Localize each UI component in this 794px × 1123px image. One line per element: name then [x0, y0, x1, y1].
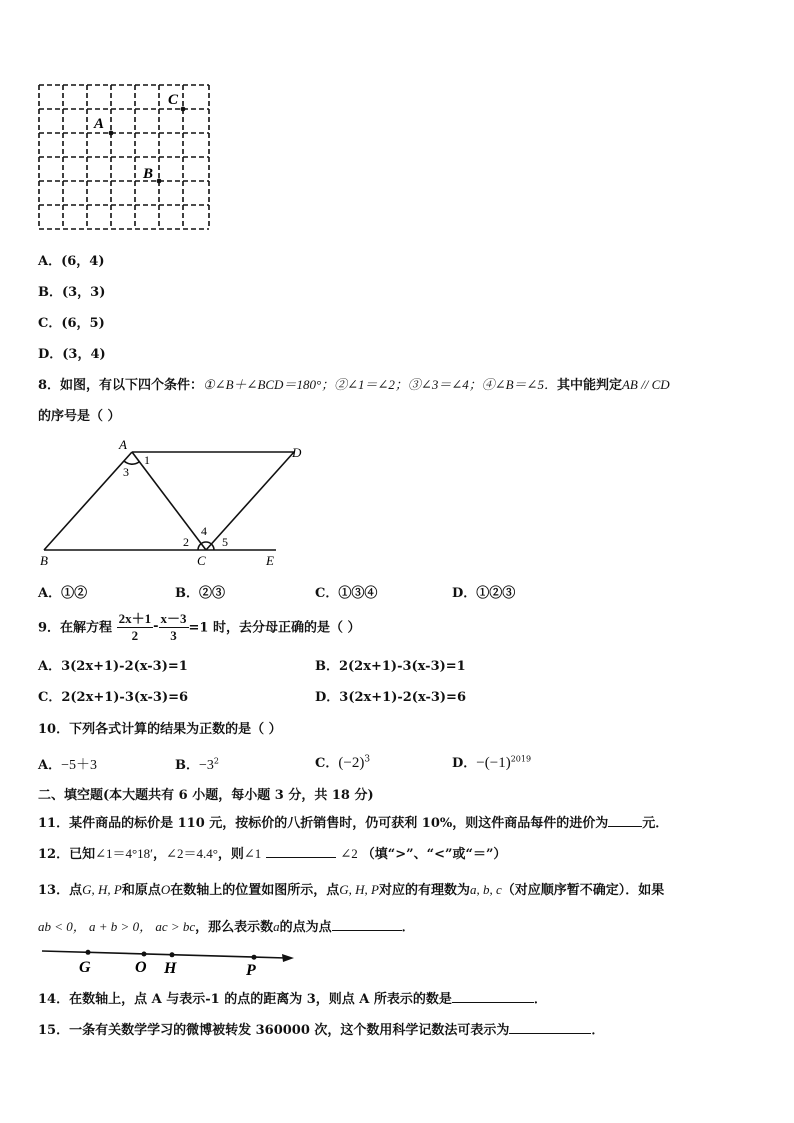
q14-text: 14．在数轴上，点 A 与表示-1 的点的距离为 3，则点 A 所表示的数是: [38, 992, 452, 1007]
axis-label-g: G: [79, 959, 91, 976]
q13-line2-mid: ，那么表示数: [195, 920, 274, 935]
q7-option-c: C．(6，5): [38, 316, 105, 331]
q10-d-sup: 2019: [510, 754, 532, 764]
q9-stem: [38, 608, 361, 644]
q9-option-a: A．3(2x+1)-2(x-3)=1: [38, 659, 188, 674]
q10-option-b: [175, 754, 219, 774]
q8-target: AB // CD: [621, 377, 670, 392]
q13-points2: G, H, P: [339, 882, 379, 897]
q12-suffix: （填“>”、“<”或“＝”）: [361, 847, 507, 862]
q10-option-c: [315, 752, 370, 772]
fig8-angle-1: 1: [144, 453, 150, 467]
q13-mid2: 在数轴上的位置如图所示，点: [170, 883, 340, 898]
q12-angle2: ∠2: [340, 846, 358, 861]
q14-blank[interactable]: [452, 990, 534, 1003]
q9-prefix: 9．在解方程: [38, 620, 113, 636]
q8-stem: [38, 374, 670, 393]
q8-stem-line2: 的序号是（ ）: [38, 409, 121, 424]
q12-expr1: ∠1＝4°18′: [95, 846, 154, 861]
axis-point-g: [86, 950, 91, 955]
fig8-angle-4: 4: [201, 524, 207, 538]
q10-a-label: A．: [38, 758, 62, 773]
section-2-heading: 二、填空题(本大题共有 6 小题，每小题 3 分，共 18 分): [38, 788, 374, 803]
q9-frac1-num: 2x＋1: [117, 608, 154, 628]
q12-angle1: ∠1: [243, 846, 262, 861]
q10-a-expr: −5＋3: [61, 758, 97, 773]
q13-vars: a, b, c: [469, 882, 502, 897]
q11: [38, 812, 668, 831]
label-b: B: [143, 166, 154, 182]
q8-option-c: C．①③④: [315, 586, 378, 601]
q15: [38, 1019, 604, 1038]
fig8-label-c: C: [197, 553, 206, 568]
q12-mid: ，则: [217, 847, 244, 862]
q8-option-a: A．①②: [38, 586, 88, 601]
axis-label-h: H: [164, 960, 177, 977]
q13-suffix: （对应顺序暂不确定）．如果: [501, 883, 665, 898]
q13-origin: O: [160, 882, 171, 897]
q10-c-sup: 3: [364, 754, 371, 765]
q13-blank[interactable]: [332, 918, 402, 931]
q9-option-d: D．3(2x+1)-2(x-3)=6: [315, 690, 466, 705]
q13-line1: [38, 879, 664, 898]
axis-label-o: O: [135, 959, 147, 976]
q10-d-expr: −(−1): [476, 755, 511, 771]
q7-option-b: B．(3，3): [38, 285, 106, 300]
point-b: [157, 179, 162, 184]
q9-fraction-2: [159, 608, 189, 644]
q13-prefix: 13．点: [38, 883, 83, 898]
point-a: [109, 131, 114, 136]
q10-option-d: [452, 752, 531, 772]
q13-line2: [38, 916, 415, 935]
q9-option-c: C．2(2x+1)-3(x-3)=6: [38, 690, 189, 705]
axis-point-o: [142, 952, 147, 957]
fig8-angle-3: 3: [123, 465, 129, 479]
q13-line2-end: ．: [401, 920, 415, 935]
q7-option-d: D．(3，4): [38, 347, 106, 362]
q9-frac2-num: x－3: [159, 608, 189, 628]
fig8-angle-2: 2: [183, 535, 189, 549]
q11-text: 11．某件商品的标价是 110 元，按标价的八折销售时，仍可获利 10%，则这件商品每件的进价为: [38, 816, 609, 831]
q13-conditions: ab < 0， a + b > 0， ac > bc: [38, 919, 196, 934]
fig8-label-e: E: [266, 553, 274, 568]
q13-var-a: a: [273, 919, 280, 934]
q9-option-b: B．2(2x+1)-3(x-3)=1: [315, 659, 466, 674]
q8-figure: [36, 434, 306, 570]
q10-b-label: B．: [175, 758, 199, 773]
q8-number: 8．: [38, 378, 61, 393]
q8-option-d: D．①②③: [452, 586, 516, 601]
fig8-label-d: D: [292, 445, 302, 460]
fig8-label-b: B: [40, 553, 48, 568]
q15-blank[interactable]: [509, 1021, 591, 1034]
q12-expr2: ∠2＝4.4°: [166, 846, 218, 861]
q7-option-a: A．(6，4): [38, 254, 105, 269]
q13-line2-suffix: 的点为点: [279, 920, 332, 935]
fig8-angle-5: 5: [222, 535, 228, 549]
q12-sep: ，: [153, 847, 167, 862]
q10-d-label: D．: [452, 756, 477, 771]
q12: [38, 843, 506, 862]
axis-point-p: [252, 955, 257, 960]
q14-end: ．: [533, 992, 547, 1007]
axis-label-p: P: [246, 962, 256, 978]
q10-c-label: C．: [315, 756, 339, 771]
q10-b-sup: 2: [213, 756, 219, 766]
label-c: C: [168, 92, 179, 108]
q14: [38, 988, 547, 1007]
q9-suffix: =1 时，去分母正确的是（ ）: [188, 620, 361, 636]
q13-mid: 和原点: [121, 883, 161, 898]
q9-fraction-1: [117, 608, 154, 644]
q12-blank[interactable]: [266, 845, 336, 858]
q8-stem-part1: 如图，有以下四个条件：: [60, 378, 204, 393]
grid-figure: [36, 82, 212, 232]
q13-number-line: [36, 944, 298, 978]
fig8-label-a: A: [119, 437, 127, 452]
q8-conditions: ①∠B＋∠BCD＝180°；②∠1＝∠2；③∠3＝∠4；④∠B＝∠5．: [203, 377, 557, 392]
q9-frac1-den: 2: [131, 628, 139, 643]
q11-suffix: 元．: [642, 816, 669, 831]
q12-prefix: 12．已知: [38, 847, 96, 862]
axis-point-h: [170, 952, 175, 957]
point-c: [181, 107, 186, 112]
q9-minus: -: [153, 618, 159, 634]
q10-stem: 10．下列各式计算的结果为正数的是（ ）: [38, 722, 282, 737]
q15-text: 15．一条有关数学学习的微博被转发 360000 次，这个数用科学记数法可表示为: [38, 1023, 510, 1038]
q8-option-b: B．②③: [175, 586, 225, 601]
q9-frac2-den: 3: [170, 628, 177, 643]
label-a: A: [94, 116, 105, 132]
q13-mid3: 对应的有理数为: [378, 883, 470, 898]
q10-b-expr: −3: [199, 758, 214, 773]
q10-option-a: [38, 754, 97, 774]
q15-end: ．: [591, 1023, 605, 1038]
q11-blank[interactable]: [608, 814, 642, 827]
q10-c-expr: (−2): [338, 755, 365, 771]
q13-points: G, H, P: [82, 882, 122, 897]
q8-stem-part2: 其中能判定: [556, 378, 622, 393]
